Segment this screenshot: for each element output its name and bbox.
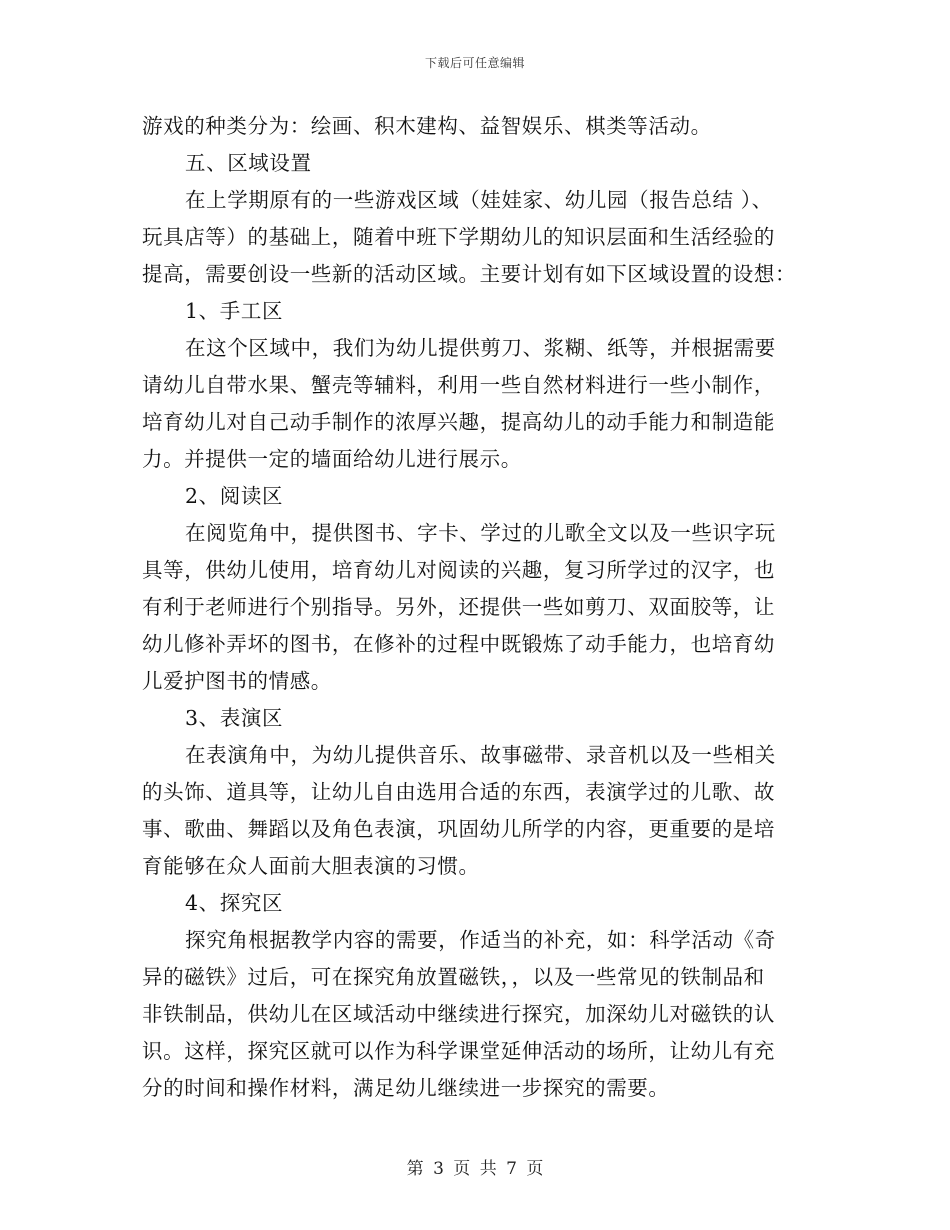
document-body (142, 108, 814, 1107)
text-line: 2、阅读区 (185, 484, 284, 508)
text-line: 培育幼儿对自己动手制作的浓厚兴趣，提高幼儿的动手能力和制造能 (142, 410, 775, 434)
text-line: 1、手工区 (185, 299, 284, 323)
page-header: 下载后可任意编辑 (424, 56, 525, 70)
page-footer: 第 3 页 共 7 页 (406, 1159, 544, 1179)
text-line: 幼儿修补弄坏的图书，在修补的过程中既锻炼了动手能力，也培育幼 (142, 632, 775, 656)
text-line: 分的时间和操作材料，满足幼儿继续进一步探究的需要。 (142, 1076, 670, 1100)
text-line: 在阅览角中，提供图书、字卡、学过的儿歌全文以及一些识字玩 (185, 521, 776, 545)
text-line: 事、歌曲、舞蹈以及角色表演，巩固幼儿所学的内容，更重要的是培 (142, 817, 775, 841)
text-line: 具等，供幼儿使用，培育幼儿对阅读的兴趣，复习所学过的汉字，也 (142, 558, 775, 582)
text-line: 儿爱护图书的情感。 (142, 669, 332, 693)
text-line: 有利于老师进行个别指导。另外，还提供一些如剪刀、双面胶等，让 (142, 595, 775, 619)
text-line: 的头饰、道具等，让幼儿自由选用合适的东西，表演学过的儿歌、故 (142, 780, 775, 804)
text-line: 游戏的种类分为：绘画、积木建构、益智娱乐、棋类等活动。 (142, 114, 712, 138)
text-line: 非铁制品，供幼儿在区域活动中继续进行探究，加深幼儿对磁铁的认 (142, 1002, 775, 1026)
text-line: 探究角根据教学内容的需要，作适当的补充，如：科学活动《奇 (185, 928, 776, 952)
text-line: 异的磁铁》过后，可在探究角放置磁铁，，以及一些常见的铁制品和 (142, 965, 765, 989)
text-line: 4、探究区 (185, 891, 284, 915)
text-line: 玩具店等）的基础上，随着中班下学期幼儿的知识层面和生活经验的 (142, 225, 775, 249)
text-line: 提高，需要创设一些新的活动区域。主要计划有如下区域设置的设想： (142, 262, 797, 286)
text-line: 育能够在众人面前大胆表演的习惯。 (142, 854, 480, 878)
text-line: 五、区域设置 (185, 151, 312, 175)
text-line: 在这个区域中，我们为幼儿提供剪刀、浆糊、纸等，并根据需要 (185, 336, 776, 360)
text-line: 识。这样，探究区就可以作为科学课堂延伸活动的场所，让幼儿有充 (142, 1039, 775, 1063)
text-line: 力。并提供一定的墙面给幼儿进行展示。 (142, 447, 522, 471)
text-line: 3、表演区 (185, 706, 284, 730)
text-line: 在表演角中，为幼儿提供音乐、故事磁带、录音机以及一些相关 (185, 743, 776, 767)
text-line: 在上学期原有的一些游戏区域（娃娃家、幼儿园（报告总结 ）、 (185, 188, 773, 212)
text-line: 请幼儿自带水果、蟹壳等辅料，利用一些自然材料进行一些小制作， (142, 373, 775, 397)
